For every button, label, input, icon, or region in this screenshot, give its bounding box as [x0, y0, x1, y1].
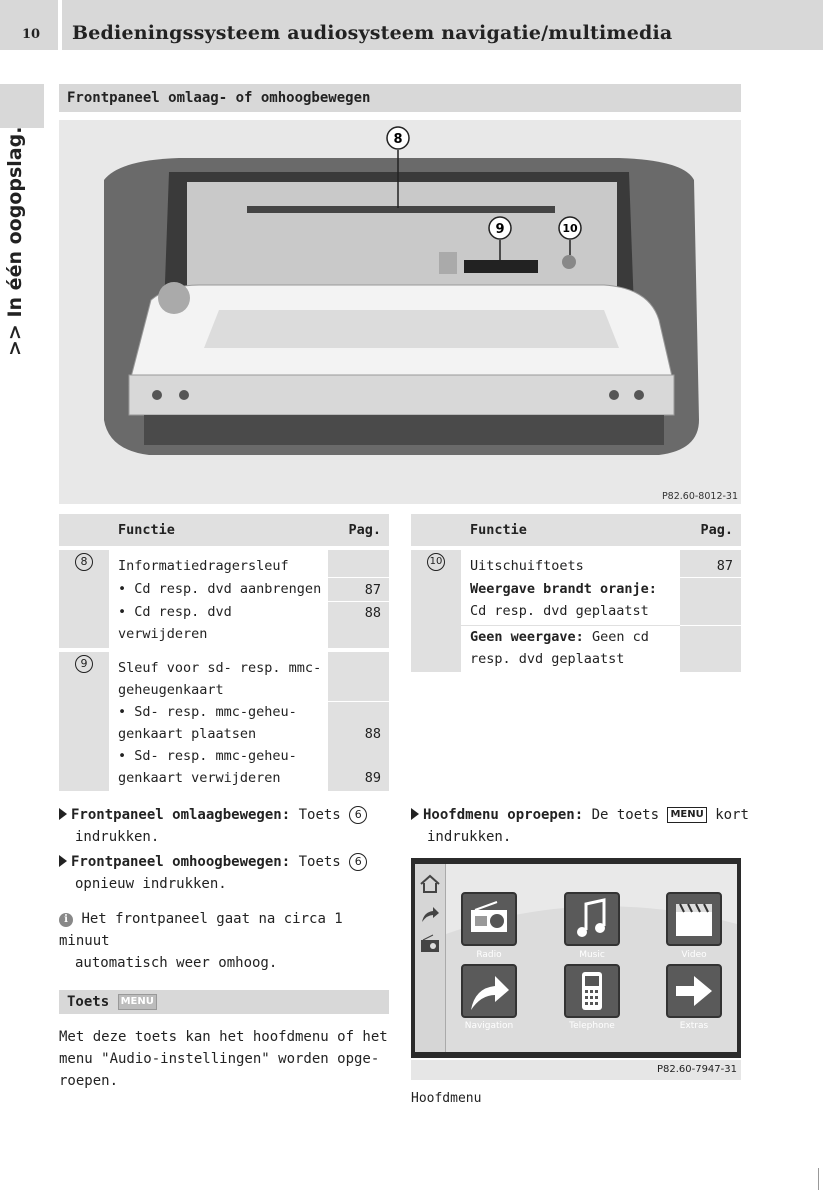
table-row: • Cd resp. dvd aanbrengen 87 [59, 577, 389, 601]
extras-tile[interactable] [666, 964, 722, 1018]
radio-icon [419, 934, 441, 954]
table-row: • Sd- resp. mmc-geheu-genkaart verwijderen 89 [59, 745, 389, 791]
page-number-box [0, 0, 58, 50]
video-tile[interactable] [666, 892, 722, 946]
key-ref-6: 6 [349, 853, 367, 871]
function-table-left [59, 514, 389, 791]
item-number: 9 [75, 655, 93, 673]
navigation-tile[interactable] [461, 964, 517, 1018]
function-table-right [411, 514, 741, 672]
menu-key-icon: MENU [118, 994, 157, 1010]
page-edge-mark [818, 1168, 819, 1190]
telephone-tile-label: Telephone [569, 1021, 615, 1031]
key-ref-6: 6 [349, 806, 367, 824]
section-heading-frontpanel: Frontpaneel omlaag- of omhoogbewegen [59, 84, 741, 112]
side-tab-text: In één oogopslag. [4, 126, 26, 318]
menu-key-icon: MENU [667, 807, 706, 823]
table-row: Geen weergave: Geen cd resp. dvd geplaatst [411, 625, 741, 672]
bullet-arrow-icon [59, 855, 67, 867]
page-header [62, 0, 823, 50]
music-tile[interactable] [564, 892, 620, 946]
col-header-functie: Functie [109, 514, 328, 548]
table-row: 10 Uitschuiftoets 87 [411, 548, 741, 578]
section-heading-toets: Toets MENU [59, 990, 389, 1014]
home-icon [419, 874, 441, 894]
callout-10-label: 10 [562, 222, 578, 235]
screen-code: P82.60-7947-31 [411, 1060, 741, 1080]
table-row: • Sd- resp. mmc-geheu-genkaart plaatsen 88 [59, 701, 389, 745]
navigation-icon [419, 904, 441, 924]
table-row: Weergave brandt oranje: Cd resp. dvd geplaatst [411, 578, 741, 626]
frontpanel-illustration [59, 120, 741, 504]
page-number: 10 [22, 27, 41, 42]
photo-code: P82.60-8012-31 [661, 491, 738, 502]
side-tab-marker [0, 84, 44, 128]
extras-tile-label: Extras [679, 1021, 709, 1031]
instruction-main-menu: Hoofdmenu oproepen: De toets MENU kort indrukken. [411, 804, 751, 848]
info-note: i Het frontpaneel gaat na circa 1 minuut automatisch weer omhoog. [59, 911, 343, 971]
side-tab-label [4, 126, 26, 356]
music-tile-label: Music [579, 950, 605, 960]
navigation-tile-label: Navigation [464, 1021, 514, 1031]
instruction-raise: Frontpaneel omhoogbewegen: Toets 6 opnieuw indrukken. [59, 851, 389, 895]
page-title: Bedieningssysteem audiosysteem navigatie/multimedia [72, 22, 673, 44]
instruction-lower: Frontpaneel omlaagbewegen: Toets 6 indrukken. [59, 804, 389, 848]
table-row: • Cd resp. dvd verwijderen 88 [59, 601, 389, 650]
radio-tile[interactable] [461, 892, 517, 946]
table-row: 8 Informatiedragersleuf [59, 548, 389, 577]
screen-caption: Hoofdmenu [411, 1091, 482, 1106]
main-menu-screen [411, 858, 741, 1058]
col-header-pag: Pag. [680, 514, 741, 548]
frontpanel-photo [59, 120, 741, 504]
item-number: 8 [75, 553, 93, 571]
item-number: 10 [427, 553, 445, 571]
col-header-functie: Functie [461, 514, 680, 548]
bullet-arrow-icon [59, 808, 67, 820]
info-icon: i [59, 913, 73, 927]
screen-sidebar [415, 864, 446, 1052]
table-row: 9 Sleuf voor sd- resp. mmc-geheugenkaart [59, 650, 389, 701]
callout-8-label: 8 [393, 132, 403, 147]
video-tile-label: Video [681, 950, 707, 960]
section2-body: Met deze toets kan het hoofdmenu of het menu "Audio-instellingen" worden opge-roepen. [59, 1029, 388, 1089]
bullet-arrow-icon [411, 808, 419, 820]
radio-tile-label: Radio [476, 950, 502, 960]
col-header-pag: Pag. [328, 514, 389, 548]
callout-9-label: 9 [495, 222, 505, 237]
side-tab-arrows: >> [4, 324, 26, 356]
telephone-tile[interactable] [564, 964, 620, 1018]
